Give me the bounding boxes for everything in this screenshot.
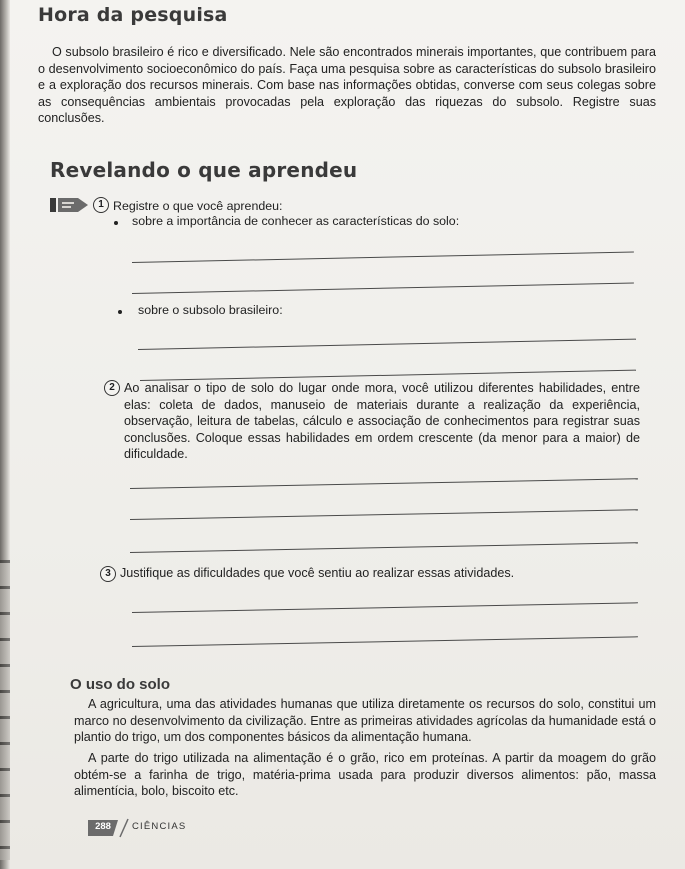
answer-line[interactable]	[132, 251, 634, 263]
revelando-title: Revelando o que aprendeu	[50, 158, 358, 182]
bullet-dot	[118, 310, 122, 314]
uso-do-solo-title: O uso do solo	[70, 676, 170, 693]
page-edge-marks	[0, 560, 10, 860]
answer-line[interactable]	[132, 636, 638, 647]
bullet-dot	[114, 221, 118, 225]
question-3-text: Justifique as dificuldades que você sentiu ao realizar essas atividades.	[120, 566, 515, 580]
hora-da-pesquisa-paragraph: O subsolo brasileiro é rico e diversificado. Nele são encontrados minerais importantes, que contribuem para o desenvolvimento socioeconômico do país. Faça uma pesquisa sobre as características do subsolo brasileiro e a exploração dos recursos minerais. Com base nas informações obtidas, converse com seus colegas sobre as consequências ambientais provocadas pela exploração das riquezas do subsolo. Registre suas conclusões.	[38, 45, 656, 125]
uso-do-solo-paragraph-2: A parte do trigo utilizada na alimentação é o grão, rico em proteínas. A partir da moagem do grão obtém-se a farinha de trigo, matéria-prima usada para produzir diversos alimentos: pão, massa alimentícia, bolo, biscoito etc.	[74, 751, 656, 798]
question-1-bullet-a: sobre a importância de conhecer as características do solo:	[132, 214, 460, 228]
answer-line[interactable]	[138, 339, 636, 350]
question-1-bullet-b: sobre o subsolo brasileiro:	[138, 303, 283, 317]
pencil-tag-icon	[50, 196, 98, 214]
page-number: 288	[95, 821, 111, 832]
answer-line[interactable]	[130, 509, 638, 520]
question-2-text: Ao analisar o tipo de solo do lugar onde mora, você utilizou diferentes habilidades, entre elas: coleta de dados, manuseio de materiais durante a realização da experiência, observação, leitura de tabelas, cálculo e associação de conhecimentos para registrar suas conclusões. Coloque essas habilidades em ordem crescente (da menor para a maior) de dificuldade.	[124, 381, 640, 461]
answer-line[interactable]	[132, 282, 634, 294]
question-1-prompt: Registre o que você aprendeu:	[113, 199, 283, 213]
answer-line[interactable]	[130, 478, 638, 489]
answer-line[interactable]	[130, 542, 638, 553]
uso-do-solo-paragraph-1: A agricultura, uma das atividades humanas que utiliza diretamente os recursos do solo, constitui um marco no desenvolvimento da civilização. Entre as primeiras atividades agrícolas da humanidade está o plantio do trigo, um dos componentes básicos da alimentação humana.	[74, 697, 656, 744]
question-3-number: 3	[100, 566, 116, 582]
hora-da-pesquisa-title: Hora da pesquisa	[38, 4, 228, 26]
answer-line[interactable]	[132, 602, 638, 613]
footer-subject: CIÊNCIAS	[132, 821, 187, 832]
question-2-number: 2	[104, 380, 120, 396]
question-1-number: 1	[93, 197, 109, 213]
footer-slash-icon	[118, 818, 130, 838]
